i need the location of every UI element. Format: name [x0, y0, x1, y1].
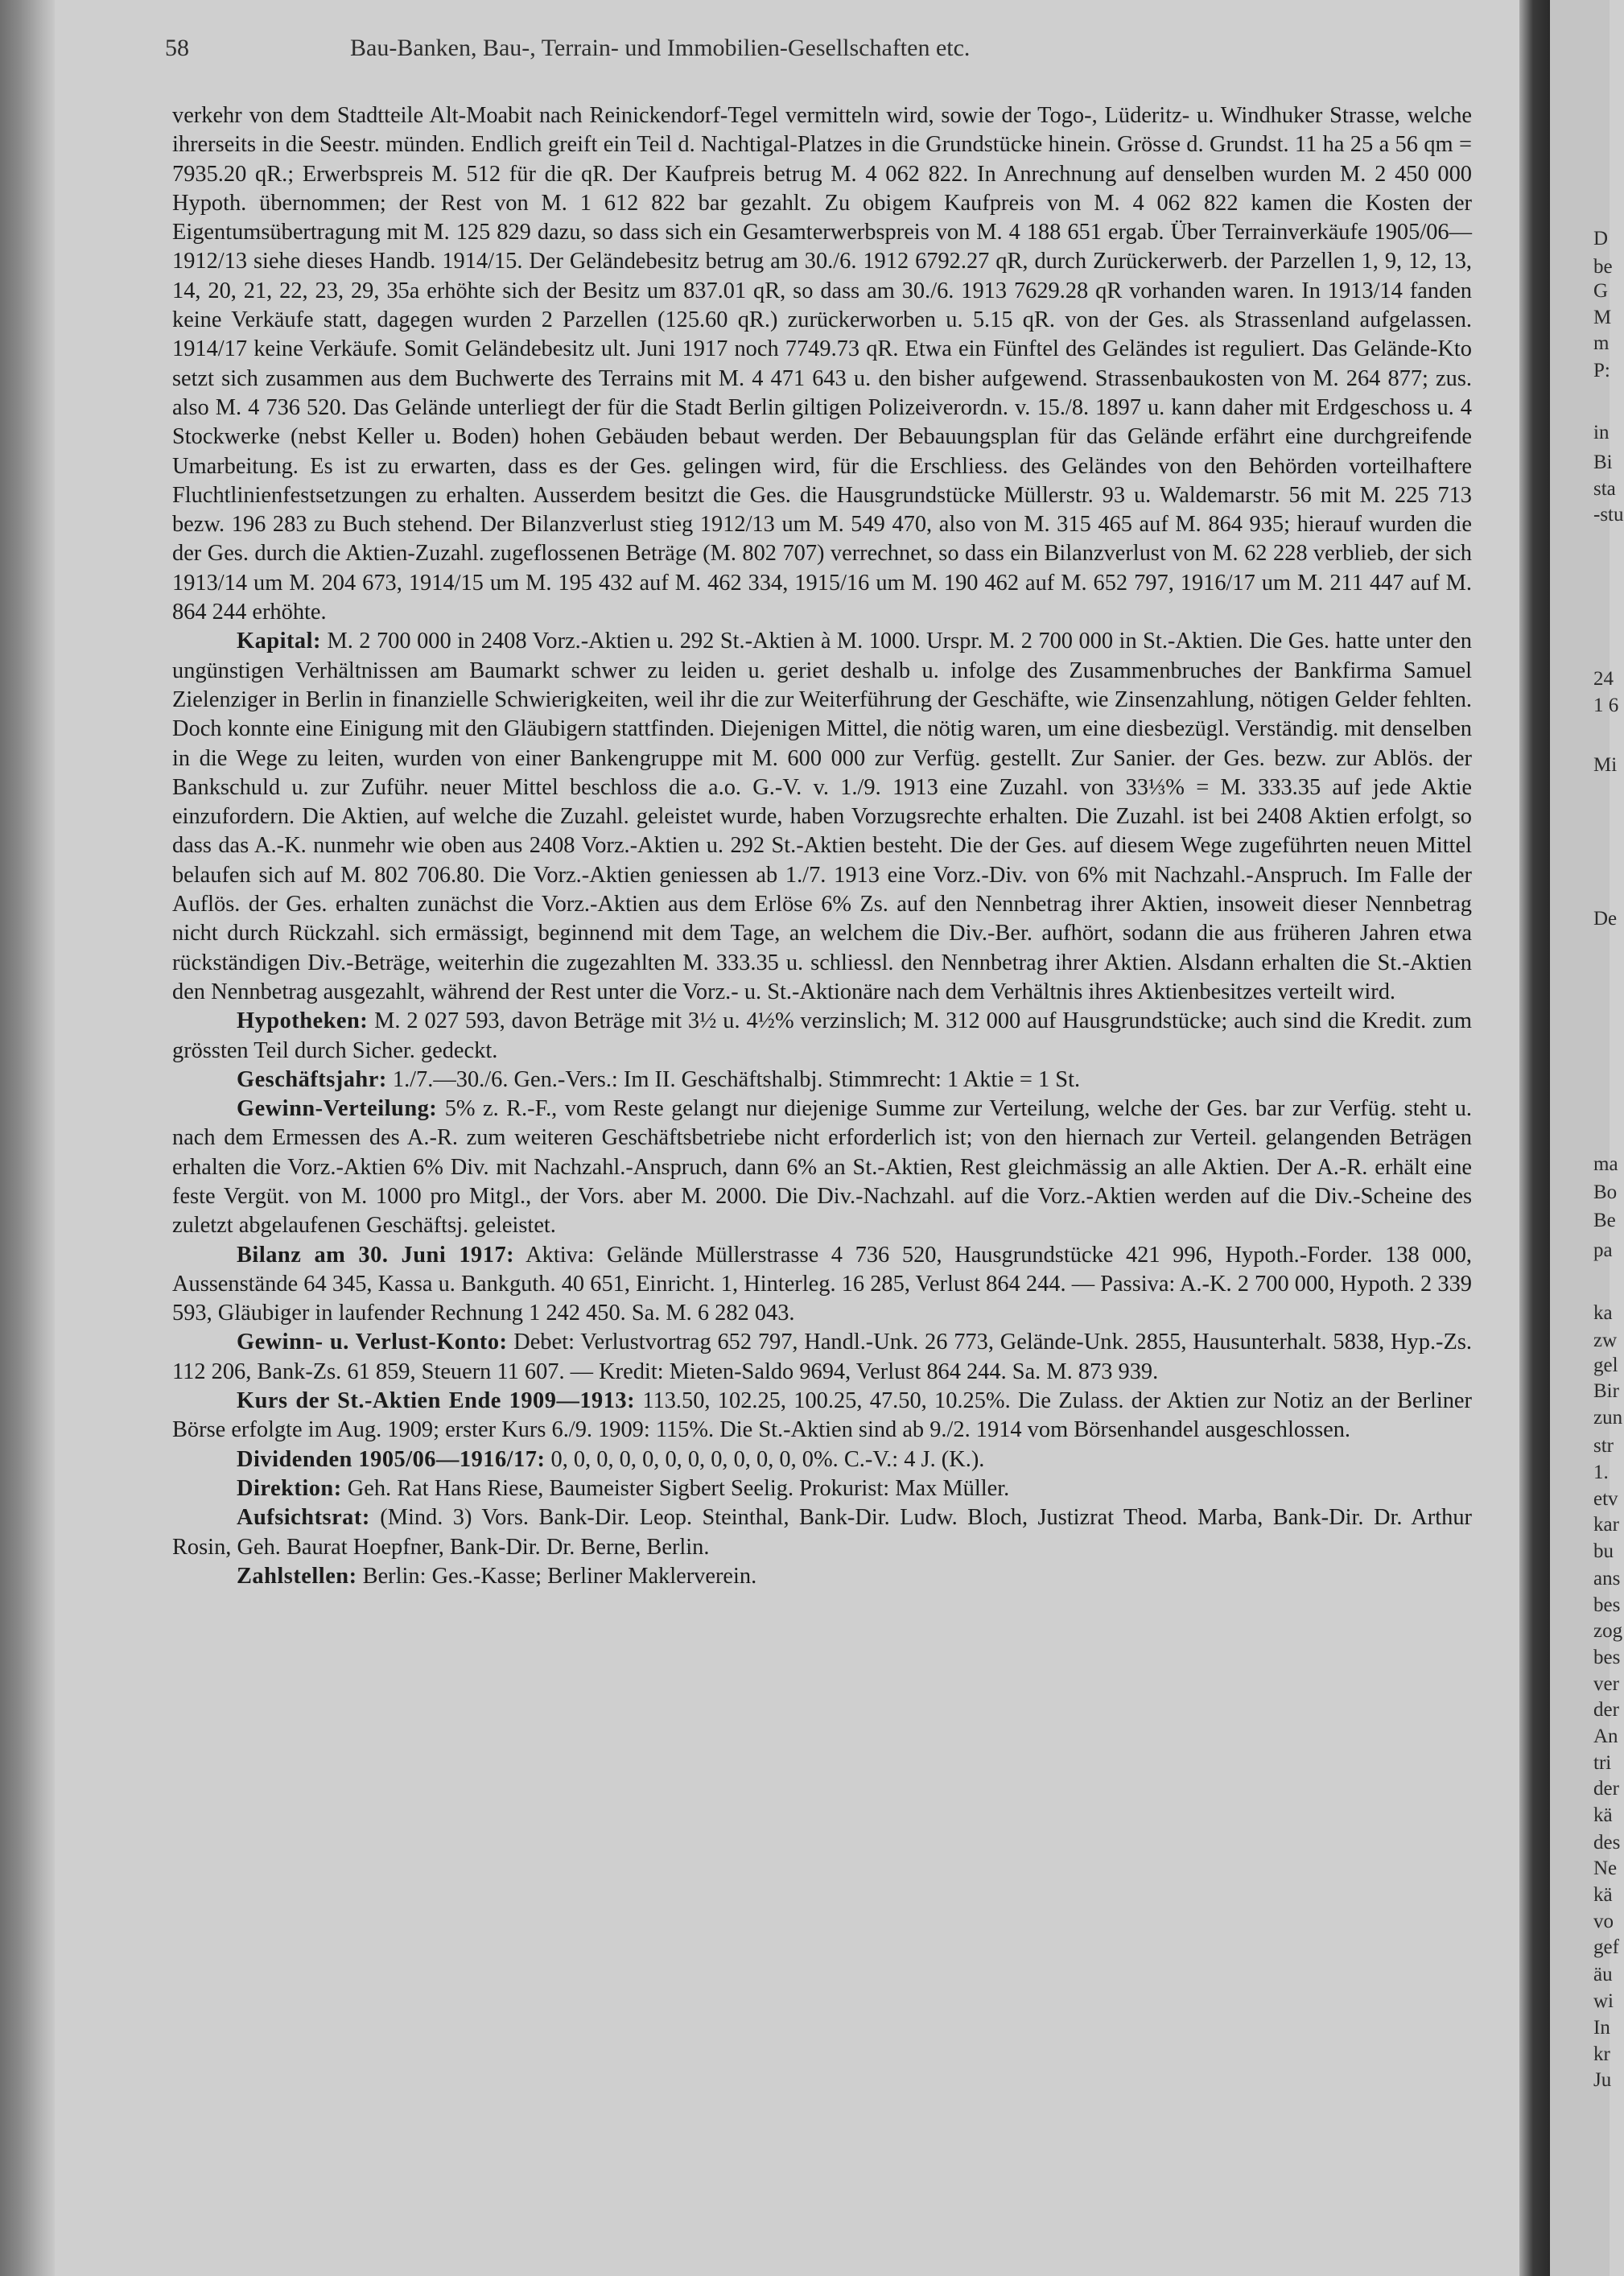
margin-fragment: str: [1593, 1435, 1614, 1457]
label-kapital: Kapital:: [237, 629, 321, 654]
margin-fragment: kar: [1593, 1514, 1619, 1536]
margin-fragment: m: [1593, 332, 1610, 354]
margin-fragment: Ju: [1593, 2069, 1612, 2091]
text-direktion: Geh. Rat Hans Riese, Baumeister Sigbert Seelig. Prokurist: Max Müller.: [341, 1475, 1010, 1501]
text-kurs: 113.50, 102.25, 100.25, 47.50, 10.25%. Die Zulass. der Aktien zur Notiz an der Berliner Börse erfolgte im Aug. 1909; erster Kurs 6./9. 1909: 115%. Die St.-Aktien sind ab 9./2. 1914 vom Börsenhandel ausgeschlossen.: [172, 1388, 1472, 1443]
margin-fragment: zog: [1593, 1620, 1623, 1642]
margin-fragment: P:: [1593, 360, 1610, 381]
margin-fragment: Mi: [1593, 754, 1618, 776]
margin-fragment: äu: [1593, 1964, 1613, 1985]
margin-fragment: pa: [1593, 1239, 1613, 1261]
label-bilanz: Bilanz am 30. Juni 1917:: [237, 1242, 515, 1268]
text-geschaeftsjahr: 1./7.—30./6. Gen.-Vers.: Im II. Geschäftshalbj. Stimmrecht: 1 Aktie = 1 St.: [386, 1066, 1081, 1092]
text-dividenden: 0, 0, 0, 0, 0, 0, 0, 0, 0, 0, 0, 0%. C.-V.: 4 J. (K.).: [545, 1446, 985, 1472]
margin-fragment: zun: [1593, 1407, 1623, 1429]
margin-fragment: 1.: [1593, 1462, 1609, 1483]
section-aufsichtsrat: [172, 1503, 1472, 1562]
running-title: Bau-Banken, Bau-, Terrain- und Immobilien-Gesellschaften etc.: [350, 35, 971, 61]
margin-fragment: kr: [1593, 2043, 1610, 2065]
label-kurs: Kurs der St.-Aktien Ende 1909—1913:: [237, 1388, 636, 1414]
margin-fragment: bes: [1593, 1647, 1621, 1668]
margin-fragment: ver: [1593, 1673, 1619, 1695]
margin-fragment: Ne: [1593, 1857, 1618, 1879]
margin-fragment: G: [1593, 280, 1609, 302]
adjacent-page-fragment: [1550, 0, 1624, 2276]
margin-fragment: wi: [1593, 1990, 1614, 2012]
margin-fragment: zw: [1593, 1330, 1618, 1351]
margin-fragment: ma: [1593, 1153, 1618, 1175]
margin-fragment: der: [1593, 1699, 1619, 1721]
margin-fragment: bu: [1593, 1540, 1614, 1562]
margin-fragment: De: [1593, 908, 1618, 930]
section-zahlstellen: [172, 1562, 1472, 1591]
margin-fragment: sta: [1593, 478, 1616, 500]
article-body: [172, 101, 1472, 1591]
label-geschaeftsjahr: Geschäftsjahr:: [237, 1066, 387, 1092]
margin-fragment: ka: [1593, 1302, 1613, 1324]
margin-fragment: etv: [1593, 1488, 1618, 1510]
margin-fragment: der: [1593, 1778, 1619, 1800]
margin-fragment: Bi: [1593, 451, 1613, 473]
margin-fragment: Bo: [1593, 1181, 1618, 1203]
margin-fragment: in: [1593, 422, 1610, 443]
section-geschaeftsjahr: [172, 1066, 1472, 1095]
margin-fragment: M: [1593, 307, 1612, 328]
label-direktion: Direktion:: [237, 1475, 342, 1501]
label-gewinn-verlust: Gewinn- u. Verlust-Konto:: [237, 1330, 508, 1355]
margin-fragment: Be: [1593, 1210, 1616, 1231]
margin-fragment: tri: [1593, 1752, 1612, 1774]
section-gewinn-verlust: [172, 1328, 1472, 1387]
margin-fragment: Bir: [1593, 1380, 1619, 1402]
margin-fragment: vo: [1593, 1911, 1614, 1932]
text-kapital: M. 2 700 000 in 2408 Vorz.-Aktien u. 292 St.-Aktien à M. 1000. Urspr. M. 2 700 000 in St.-Aktien. Die Ges. hatte unter den ungünstigen Verhältnissen am Baumarkt schwer zu leiden u. geriet deshalb u. infolge des Zusammenbruches der Bankfirma Samuel Zielenziger in Berlin in finanzielle Schwierigkeiten, weil ihr die zur Weiterführung der Geschäfte, wie Zinsenzahlung, nötigen Gelder fehlten. Doch konnte eine Einigung mit den Gläubigern stattfinden. Diejenigen Mittel, die nötig waren, um eine diesbezügl. Verständig. mit denselben in die Wege zu leiten, wurden von einer Bankengruppe mit M. 600 000 zur Verfüg. gestellt. Zur Sanier. der Ges. bezw. zur Ablös. der Bankschuld u. zur Zuführ. neuer Mittel beschloss die a.o. G.-V. v. 1./9. 1913 eine Zuzahl. von 33⅓% = M. 333.35 auf jede Aktie einzufordern. Die Aktien, auf welche die Zuzahl. geleistet wurde, haben Vorzugsrechte erhalten. Die Zuzahl. ist bei 2408 Aktien erfolgt, so dass das A.-K. nunmehr wie oben aus 2408 Vorz.-Aktien u. 292 St.-Aktien besteht. Die der Ges. auf diesem Wege zugeführten neuen Mittel belaufen sich auf M. 802 706.80. Die Vorz.-Aktien geniessen ab 1./7. 1913 eine Vorz.-Div. von 6% mit Nachzahl.-Anspruch. Im Falle der Auflös. der Ges. erhalten zunächst die Vorz.-Aktien aus dem Erlöse 6% Zs. auf den Nennbetrag ihrer Aktien, insoweit dieser Nennbetrag nicht durch Rückzahl. sich ermässigt, beginnend mit dem Tage, an welchem die Div.-Ber. aufhört, sodann die aus früheren Jahren etwa rückständigen Div.-Beträge, weiterhin die zugezahlten M. 333.35 u. schliessl. den Nennbetrag ihrer Aktien. Alsdann erhalten die St.-Aktien den Nennbetrag ausgezahlt, während der Rest unter die Vorz.- u. St.-Aktionäre nach dem Verhältnis ihres Aktienbesitzes verteilt wird.: [172, 629, 1472, 1004]
margin-fragment: In: [1593, 2017, 1610, 2039]
margin-fragment: gel: [1593, 1354, 1618, 1376]
label-dividenden: Dividenden 1905/06—1916/17:: [237, 1446, 546, 1472]
scan-left-edge: [0, 0, 55, 2276]
margin-fragment: 1 6: [1593, 695, 1619, 716]
margin-fragment: bes: [1593, 1594, 1621, 1616]
margin-fragment: kä: [1593, 1804, 1613, 1826]
page-number: 58: [165, 35, 189, 61]
section-bilanz: [172, 1241, 1472, 1329]
margin-fragment: kä: [1593, 1884, 1613, 1906]
label-gewinn-verteilung: Gewinn-Verteilung:: [237, 1096, 438, 1122]
section-hypotheken: [172, 1007, 1472, 1066]
section-dividenden: [172, 1445, 1472, 1474]
margin-fragment: 24: [1593, 668, 1614, 690]
margin-fragment: -stu: [1593, 504, 1624, 526]
text-gewinn-verlust: Debet: Verlustvortrag 652 797, Handl.-Unk. 26 773, Gelände-Unk. 2855, Hausunterhalt. 5838, Hyp.-Zs. 112 206, Bank-Zs. 61 859, Steuern 11 607. — Kredit: Mieten-Saldo 9694, Verlust 864 244. Sa. M. 873 939.: [172, 1330, 1472, 1384]
label-aufsichtsrat: Aufsichtsrat:: [237, 1505, 370, 1531]
text-bilanz: Aktiva: Gelände Müllerstrasse 4 736 520, Hausgrundstücke 421 996, Hypoth.-Forder. 138 000, Aussenstände 64 345, Kassa u. Bankguth. 40 651, Einricht. 1, Hinterleg. 16 285, Verlust 864 244. — Passiva: A.-K. 2 700 000, Hypoth. 2 339 593, Gläubiger in laufender Rechnung 1 242 450. Sa. M. 6 282 043.: [172, 1242, 1473, 1326]
margin-fragment: gef: [1593, 1936, 1619, 1958]
margin-fragment: An: [1593, 1726, 1618, 1747]
section-gewinn-verteilung: [172, 1095, 1472, 1240]
text-zahlstellen: Berlin: Ges.-Kasse; Berliner Maklerverein.: [357, 1563, 757, 1589]
text-aufsichtsrat: (Mind. 3) Vors. Bank-Dir. Leop. Steinthal, Bank-Dir. Ludw. Bloch, Justizrat Theod. Marba, Bank-Dir. Dr. Arthur Rosin, Geh. Baurat Hoepfner, Bank-Dir. Dr. Berne, Berlin.: [172, 1505, 1472, 1560]
label-zahlstellen: Zahlstellen:: [237, 1563, 357, 1589]
margin-fragment: des: [1593, 1832, 1621, 1853]
text-gewinn-verteilung: 5% z. R.-F., vom Reste gelangt nur diejenige Summe zur Verteilung, welche der Ges. bar zur Verfüg. steht u. nach dem Ermessen des A.-R. zum weiteren Geschäftsbetriebe nicht erforderlich ist; von den hiernach zur Verteil. gelangenden Beträgen erhalten die Vorz.-Aktien 6% Div. mit Nachzahl.-Anspruch, dann 6% an St.-Aktien, Rest gleichmässig an alle Aktien. Der A.-R. erhält eine feste Vergüt. von M. 1000 pro Mitgl., der Vors. aber M. 2000. Die Div.-Nachzahl. auf die Vorz.-Aktien werden auf die Div.-Scheine des zuletzt abgelaufenen Geschäftsj. geleistet.: [172, 1096, 1472, 1239]
margin-fragment: ans: [1593, 1568, 1621, 1589]
margin-fragment: D: [1593, 228, 1609, 249]
section-kurs: [172, 1387, 1472, 1445]
margin-fragment: be: [1593, 256, 1613, 278]
text-hypotheken: M. 2 027 593, davon Beträge mit 3½ u. 4½% verzinslich; M. 312 000 auf Hausgrundstücke; auch sind die Kredit. zum grössten Teil durch Sicher. gedeckt.: [172, 1008, 1472, 1063]
section-direktion: [172, 1474, 1472, 1503]
intro-text: verkehr von dem Stadtteile Alt-Moabit nach Reinickendorf-Tegel vermitteln wird, sowie der Togo-, Lüderitz- u. Windhuker Strasse, welche ihrerseits in die Seestr. münden. Endlich greift ein Teil d. Nachtigal-Platzes in die Grundstücke hinein. Grösse d. Grundst. 11 ha 25 a 56 qm = 7935.20 qR.; Erwerbspreis M. 512 für die qR. Der Kaufpreis betrug M. 4 062 822. In Anrechnung auf denselben wurden M. 2 450 000 Hypoth. übernommen; der Rest von M. 1 612 822 bar gezahlt. Zu obigem Kaufpreis von M. 4 062 822 kamen die Kosten der Eigentumsübertragung mit M. 125 829 dazu, so dass sich ein Gesamterwerbspreis von M. 4 188 651 ergab. Über Terrainverkäufe 1905/06—1912/13 siehe dieses Handb. 1914/15. Der Geländebesitz betrug am 30./6. 1912 6792.27 qR, durch Zurückerwerb. der Parzellen 1, 9, 12, 13, 14, 20, 21, 22, 23, 29, 35a erhöhte sich der Besitz um 837.01 qR, so dass am 30./6. 1913 7629.28 qR vorhanden waren. In 1913/14 fanden keine Verkäufe statt, dagegen wurden 2 Parzellen (125.60 qR.) zurückerworben u. 5.15 qR. von der Ges. als Strassenland aufgelassen. 1914/17 keine Verkäufe. Somit Geländebesitz ult. Juni 1917 noch 7749.73 qR. Etwa ein Fünftel des Geländes ist reguliert. Das Gelände-Kto setzt sich zusammen aus dem Buchwerte des Terrains mit M. 4 471 643 u. den bisher aufgewend. Strassenbaukosten von M. 264 877; zus. also M. 4 736 520. Das Gelände unterliegt der für die Stadt Berlin giltigen Polizeiverordn. v. 15./8. 1897 u. kann daher mit Erdgeschoss u. 4 Stockwerke (nebst Keller u. Boden) hohen Gebäuden bebaut werden. Der Bebauungsplan für das Gelände erfährt eine durchgreifende Umarbeitung. Es ist zu erwarten, dass es der Ges. gelingen wird, für die Erschliess. des Geländes von den Behörden vorteilhaftere Fluchtlinienfestsetzungen zu erhalten. Ausserdem besitzt die Ges. die Hausgrundstücke Müllerstr. 93 u. Waldemarstr. 56 mit M. 225 713 bezw. 196 283 zu Buch stehend. Der Bilanzverlust stieg 1912/13 um M. 549 470, also von M. 315 465 auf M. 864 935; hierauf wurden die der Ges. durch die Aktien-Zuzahl. zugeflossenen Beträge (M. 802 707) verrechnet, so dass ein Bilanzverlust von M. 62 228 verblieb, der sich 1913/14 um M. 204 673, 1914/15 um M. 195 432 auf M. 462 334, 1915/16 um M. 190 462 auf M. 652 797, 1916/17 um M. 211 447 auf M. 864 244 erhöhte.: [172, 103, 1472, 625]
paragraph-intro: [172, 101, 1472, 627]
section-kapital: [172, 627, 1472, 1007]
scan-binding-shadow: [1519, 0, 1550, 2276]
page-header: [165, 32, 1485, 64]
label-hypotheken: Hypotheken:: [237, 1008, 369, 1034]
